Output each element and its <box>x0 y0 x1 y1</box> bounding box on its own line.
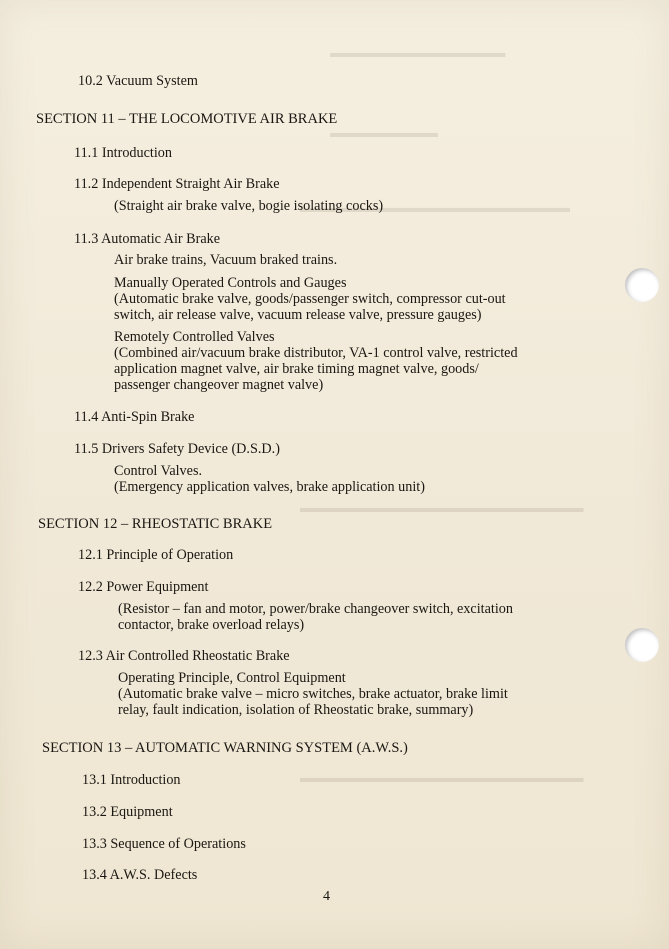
toc-entry-11-3-detail-1: Air brake trains, Vacuum braked trains. <box>114 252 338 268</box>
toc-entry-11-4: 11.4 Anti-Spin Brake <box>74 409 195 425</box>
toc-entry-11-3-detail-3: switch, air release valve, vacuum release valve, pressure gauges) <box>114 307 482 323</box>
bleed-through: ▬▬▬▬▬▬▬▬ <box>330 125 438 140</box>
toc-entry-11-3-detail-2: (Automatic brake valve, goods/passenger switch, compressor cut-out <box>114 291 506 307</box>
toc-entry-12-3: 12.3 Air Controlled Rheostatic Brake <box>78 648 290 664</box>
toc-entry-12-2-detail-1: (Resistor – fan and motor, power/brake changeover switch, excitation <box>118 601 513 617</box>
bleed-through: ▬▬▬▬▬▬▬▬▬▬▬▬▬ <box>330 45 506 60</box>
section-11-heading: SECTION 11 – THE LOCOMOTIVE AIR BRAKE <box>36 111 338 127</box>
toc-entry-11-3-detail-6: passenger changeover magnet valve) <box>114 377 324 393</box>
page-number: 4 <box>323 889 330 904</box>
bleed-through: ▬▬▬▬▬▬▬▬▬▬▬▬▬▬▬▬▬▬▬▬ <box>300 200 570 215</box>
toc-entry-13-4: 13.4 A.W.S. Defects <box>82 867 198 883</box>
toc-entry-11-1: 11.1 Introduction <box>74 145 172 161</box>
toc-entry-12-1: 12.1 Principle of Operation <box>78 547 234 563</box>
toc-entry-11-2: 11.2 Independent Straight Air Brake <box>74 176 280 192</box>
toc-entry-11-2-detail: (Straight air brake valve, bogie isolating cocks) <box>114 198 384 214</box>
section-13-heading: SECTION 13 – AUTOMATIC WARNING SYSTEM (A.W.S.) <box>42 740 408 756</box>
bleed-through: ▬▬▬▬▬▬▬▬▬▬▬▬▬▬▬▬▬▬▬▬▬ <box>300 770 584 785</box>
toc-entry-11-5-detail: (Emergency application valves, brake application unit) <box>114 479 425 495</box>
toc-entry-12-2: 12.2 Power Equipment <box>78 579 209 595</box>
toc-entry-11-3-subheading-1: Manually Operated Controls and Gauges <box>114 275 347 291</box>
toc-entry-11-3: 11.3 Automatic Air Brake <box>74 231 221 247</box>
toc-entry-11-3-detail-5: application magnet valve, air brake timing magnet valve, goods/ <box>114 361 479 377</box>
toc-entry-11-5: 11.5 Drivers Safety Device (D.S.D.) <box>74 441 280 457</box>
section-12-heading: SECTION 12 – RHEOSTATIC BRAKE <box>38 516 273 532</box>
toc-entry-12-3-subheading: Operating Principle, Control Equipment <box>118 670 346 686</box>
toc-entry-12-3-detail-2: relay, fault indication, isolation of Rheostatic brake, summary) <box>118 702 474 718</box>
toc-entry-11-5-subheading: Control Valves. <box>114 463 203 479</box>
toc-entry-13-1: 13.1 Introduction <box>82 772 181 788</box>
toc-entry-12-3-detail-1: (Automatic brake valve – micro switches, brake actuator, brake limit <box>118 686 508 702</box>
bleed-through: ▬▬▬▬▬▬▬▬▬▬▬▬▬▬▬▬▬▬▬▬▬ <box>300 500 584 515</box>
toc-entry-11-3-subheading-2: Remotely Controlled Valves <box>114 329 275 345</box>
toc-entry-13-3: 13.3 Sequence of Operations <box>82 836 246 852</box>
toc-entry-12-2-detail-2: contactor, brake overload relays) <box>118 617 305 633</box>
toc-entry-10-2: 10.2 Vacuum System <box>78 73 198 89</box>
punch-hole-bottom <box>625 628 659 662</box>
toc-entry-11-3-detail-4: (Combined air/vacuum brake distributor, VA-1 control valve, restricted <box>114 345 518 361</box>
punch-hole-top <box>625 268 659 302</box>
toc-entry-13-2: 13.2 Equipment <box>82 804 173 820</box>
